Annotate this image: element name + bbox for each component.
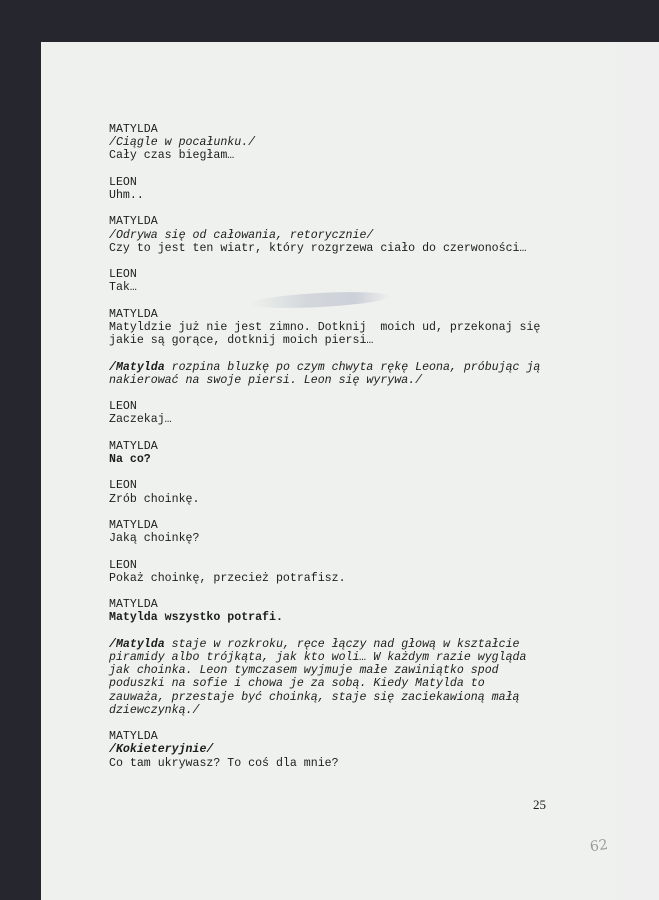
script-block <box>109 123 579 163</box>
script-text <box>109 123 579 783</box>
stage-direction-text: staje w rozkroku, ręce łączy nad głową w kształcie piramidy albo trójkąta, jak kto woli… W każdym razie wygląda jak choinka. Leon tymczasem wyjmuje małe zawiniątko spod poduszki na sofie i chowa je za sobą. Kiedy Matylda to zauważa, przestaje być choinką, staje się zaciekawioną małą dziewczynką./ <box>109 637 527 717</box>
dialogue-line: Cały czas biegłam… <box>109 149 235 163</box>
dialogue-line: /Kokieteryjnie/ <box>109 743 214 757</box>
stage-direction-character: /Matylda <box>109 360 165 374</box>
script-block <box>109 559 579 585</box>
stage-direction <box>109 638 579 717</box>
script-block <box>109 440 579 466</box>
speaker-name: LEON <box>109 268 137 282</box>
stage-direction <box>109 361 579 387</box>
speaker-name: LEON <box>109 175 137 189</box>
handwritten-archive-number: 62 <box>588 836 609 856</box>
script-block <box>109 308 579 348</box>
script-block <box>109 730 579 770</box>
script-block <box>109 638 579 717</box>
scan-margin-strip <box>617 42 659 900</box>
script-block <box>109 479 579 505</box>
dialogue-line: Zrób choinkę. <box>109 492 200 506</box>
dialogue-line: Co tam ukrywasz? To coś dla mnie? <box>109 756 339 770</box>
speaker-name: MATYLDA <box>109 598 158 612</box>
dialogue-line: /Odrywa się od całowania, retorycznie/ <box>109 228 374 242</box>
speaker-name: LEON <box>109 479 137 493</box>
dialogue-line: Tak… <box>109 281 137 295</box>
speaker-name: LEON <box>109 558 137 572</box>
speaker-name: MATYLDA <box>109 518 158 532</box>
script-block <box>109 361 579 387</box>
speaker-name: MATYLDA <box>109 439 158 453</box>
dialogue-line: Uhm.. <box>109 189 144 202</box>
script-block <box>109 215 579 255</box>
dialogue-line: Czy to jest ten wiatr, który rozgrzewa ciało do czerwoności… <box>109 241 527 255</box>
dialogue-line: Matyldzie już nie jest zimno. Dotknij moich ud, przekonaj się jakie są gorące, dotknij moich piersi… <box>109 320 541 348</box>
speaker-name: MATYLDA <box>109 215 158 229</box>
script-block <box>109 176 579 202</box>
stage-direction-character: /Matylda <box>109 637 165 651</box>
dialogue-line: Na co? <box>109 452 151 466</box>
speaker-name: MATYLDA <box>109 307 158 321</box>
speaker-name: MATYLDA <box>109 730 158 744</box>
dialogue-line: Zaczekaj… <box>109 413 172 427</box>
script-block <box>109 519 579 545</box>
dialogue-line: Pokaż choinkę, przecież potrafisz. <box>109 571 346 585</box>
speaker-name: LEON <box>109 400 137 414</box>
dialogue-line: /Ciągle w pocałunku./ <box>109 136 256 150</box>
dialogue-line: Matylda wszystko potrafi. <box>109 611 283 625</box>
script-block <box>109 268 579 294</box>
page-number: 25 <box>533 797 546 812</box>
script-block <box>109 400 579 426</box>
speaker-name: MATYLDA <box>109 123 158 136</box>
script-block <box>109 598 579 624</box>
dialogue-line: Jaką choinkę? <box>109 532 200 546</box>
stage-direction-text: rozpina bluzkę po czym chwyta rękę Leona, próbując ją nakierować na swoje piersi. Leon się wyrywa./ <box>109 360 541 387</box>
